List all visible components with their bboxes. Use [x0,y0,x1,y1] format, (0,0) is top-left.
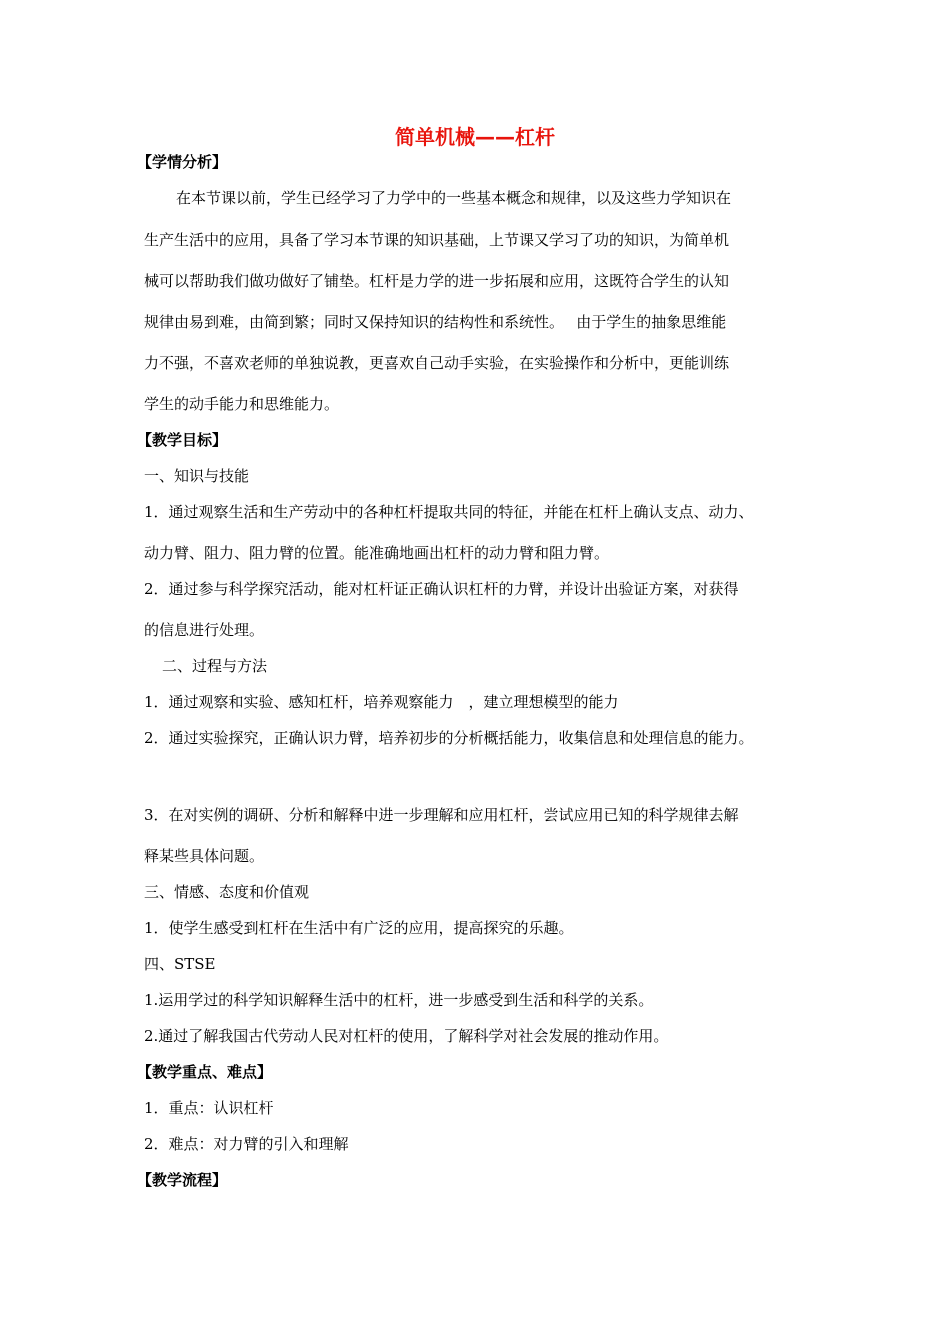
subsection-title-stse: 四、STSE [144,955,216,973]
emotion-item: 1．使学生感受到杠杆在生活中有广泛的应用，提高探究的乐趣。 [144,919,574,937]
key-point-item: 2．难点：对力臂的引入和理解 [144,1135,349,1153]
document-title: 简单机械——杠杆 [395,125,555,149]
analysis-line: 规律由易到难，由简到繁；同时又保持知识的结构性和系统性。 由于学生的抽象思维能 [144,313,727,331]
knowledge-item: 2．通过参与科学探究活动，能对杠杆证正确认识杠杆的力臂，并设计出验证方案，对获得 [144,580,739,598]
stse-item: 2.通过了解我国古代劳动人民对杠杆的使用，了解科学对社会发展的推动作用。 [144,1027,669,1045]
analysis-line: 生产生活中的应用，具备了学习本节课的知识基础，上节课又学习了功的知识，为简单机 [144,231,730,249]
analysis-line: 械可以帮助我们做功做好了铺垫。杠杆是力学的进一步拓展和应用，这既符合学生的认知 [144,272,730,290]
subsection-title-knowledge: 一、知识与技能 [144,467,250,485]
process-item: 释某些具体问题。 [144,847,265,865]
stse-item: 1.运用学过的科学知识解释生活中的杠杆，进一步感受到生活和科学的关系。 [144,991,654,1009]
analysis-line: 力不强，不喜欢老师的单独说教，更喜欢自己动手实验，在实验操作和分析中，更能训练 [144,354,730,372]
section-heading-goals: 【教学目标】 [137,431,228,449]
knowledge-item: 动力臂、阻力、阻力臂的位置。能准确地画出杠杆的动力臂和阻力臂。 [144,544,610,562]
subsection-title-process: 二、过程与方法 [162,657,268,675]
section-heading-flow: 【教学流程】 [137,1171,228,1189]
subsection-title-emotion: 三、情感、态度和价值观 [144,883,310,901]
process-item: 3．在对实例的调研、分析和解释中进一步理解和应用杠杆，尝试应用已知的科学规律去解 [144,806,739,824]
section-heading-analysis: 【学情分析】 [137,153,228,171]
section-heading-key-points: 【教学重点、难点】 [137,1063,273,1081]
analysis-line: 学生的动手能力和思维能力。 [144,395,340,413]
key-point-item: 1．重点：认识杠杆 [144,1099,274,1117]
knowledge-item: 的信息进行处理。 [144,621,265,639]
analysis-line: 在本节课以前，学生已经学习了力学中的一些基本概念和规律，以及这些力学知识在 [176,189,732,207]
process-item: 2．通过实验探究，正确认识力臂，培养初步的分析概括能力，收集信息和处理信息的能力。 [144,729,754,747]
process-item: 1．通过观察和实验、感知杠杆，培养观察能力 ，建立理想模型的能力 [144,693,619,711]
knowledge-item: 1．通过观察生活和生产劳动中的各种杠杆提取共同的特征，并能在杠杆上确认支点、动力、 [144,503,754,521]
